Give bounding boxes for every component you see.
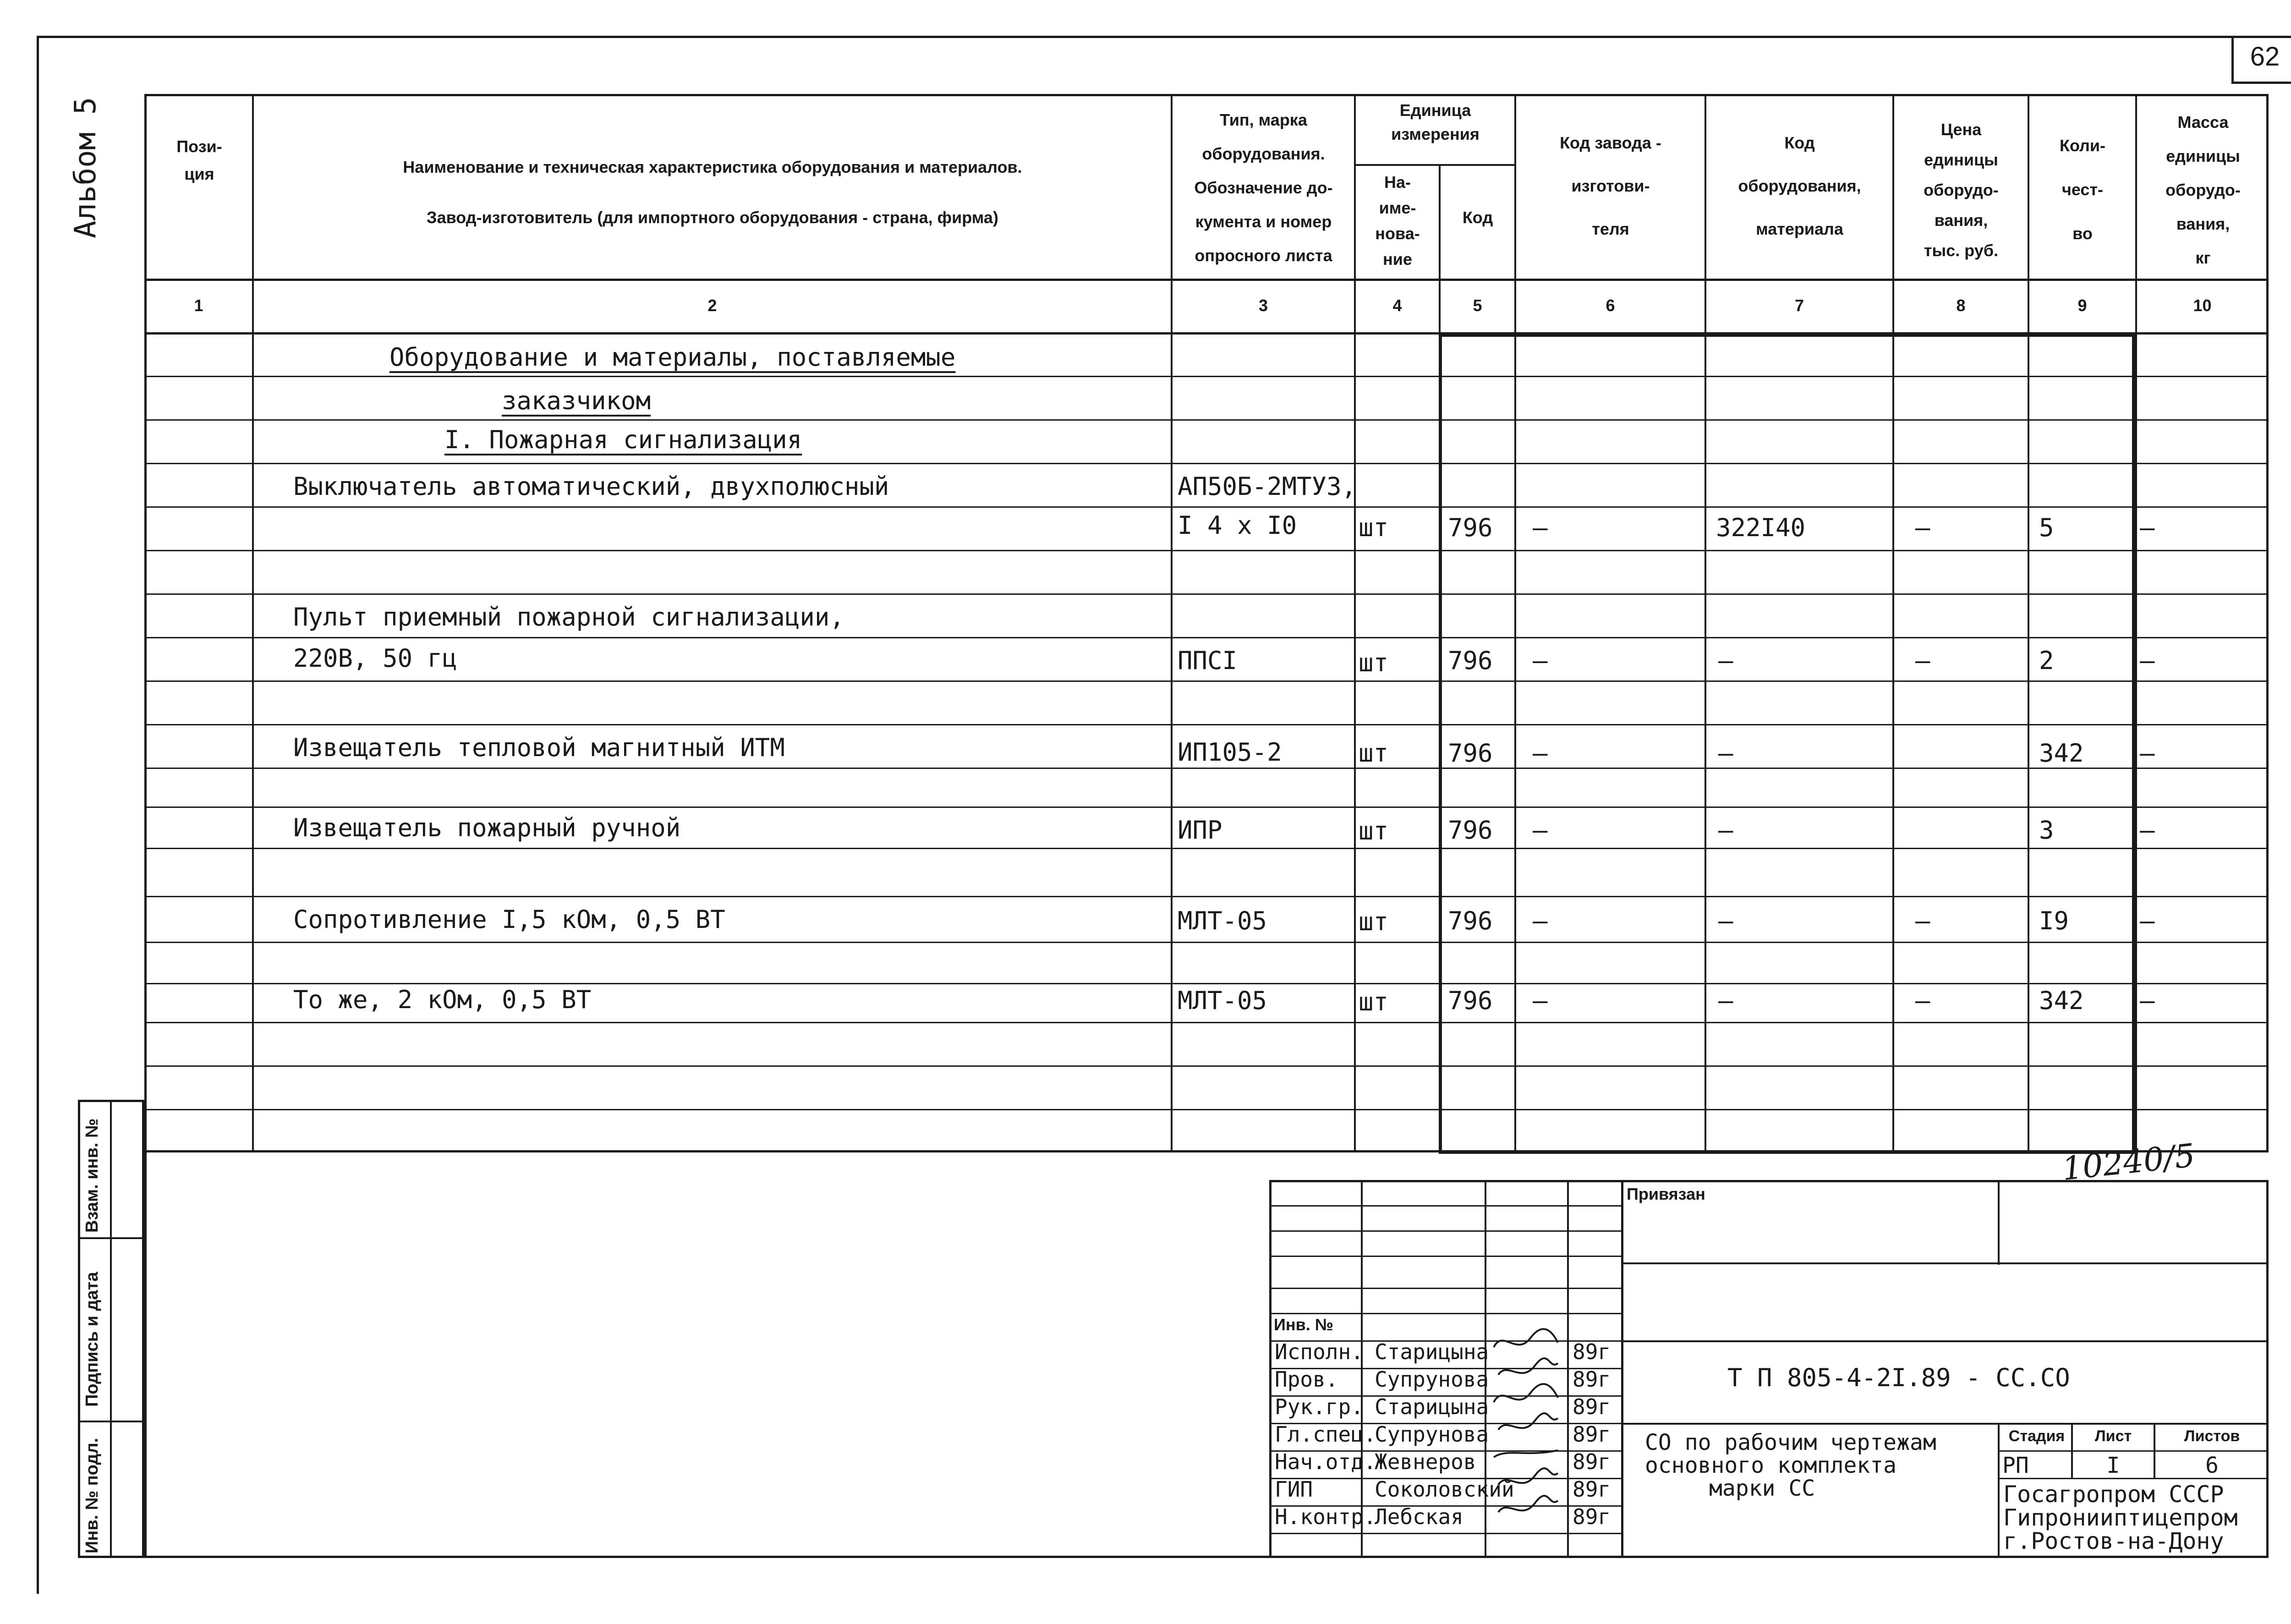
item5-mass: – bbox=[2140, 906, 2155, 935]
hdr-c6-a: Код завода - bbox=[1560, 133, 1661, 152]
section-title-line2: заказчиком bbox=[502, 386, 651, 415]
item3-equip-code: – bbox=[1718, 739, 1733, 768]
row-line bbox=[144, 807, 2269, 808]
item1-type2: I 4 x I0 bbox=[1178, 511, 1297, 540]
row-line bbox=[144, 1022, 2269, 1023]
row-line bbox=[144, 1109, 2269, 1110]
frame-left bbox=[37, 36, 39, 1594]
item2-name: Пульт приемный пожарной сигнализации, bbox=[293, 603, 844, 631]
item6-code: 796 bbox=[1448, 986, 1493, 1015]
row-line bbox=[144, 848, 2269, 849]
tb-hline bbox=[1269, 1313, 1622, 1314]
tb-year-6: 89г bbox=[1573, 1477, 1611, 1502]
item2-price: – bbox=[1915, 646, 1930, 675]
col-num-2: 2 bbox=[707, 296, 717, 315]
tb-vline bbox=[1998, 1180, 2000, 1265]
row-line bbox=[144, 463, 2269, 464]
hdr-c6-b: изготови- bbox=[1571, 176, 1650, 195]
hdr-c4-b: име- bbox=[1379, 198, 1416, 217]
hdr-c1-b: ция bbox=[184, 165, 214, 183]
item6-type: МЛТ-05 bbox=[1178, 986, 1267, 1015]
item2-equip-code: – bbox=[1718, 646, 1733, 675]
tb-privyazan: Привязан bbox=[1627, 1185, 1705, 1203]
item2-qty: 2 bbox=[2039, 646, 2054, 675]
col-num-10: 10 bbox=[2193, 296, 2212, 315]
hdr-c3-d: кумента и номер bbox=[1195, 212, 1332, 231]
row-line bbox=[144, 376, 2269, 377]
hdr-c9-c: во bbox=[2072, 224, 2093, 243]
tb-hline bbox=[1621, 1340, 2269, 1342]
item5-equip-code: – bbox=[1718, 906, 1733, 935]
item2-type: ППСI bbox=[1178, 646, 1238, 675]
item1-code: 796 bbox=[1448, 513, 1493, 542]
item6-qty: 342 bbox=[2039, 986, 2084, 1015]
tb-sheets-label: Листов bbox=[2184, 1427, 2240, 1445]
stamp-inv-podl: Инв. № подл. bbox=[82, 1437, 102, 1553]
item3-name: Извещатель тепловой магнитный ИТМ bbox=[293, 733, 785, 762]
row-line bbox=[144, 896, 2269, 897]
item6-name: То же, 2 кОм, 0,5 ВТ bbox=[293, 985, 592, 1014]
tb-role-3: Рук.гр. bbox=[1275, 1394, 1364, 1419]
row-line bbox=[144, 593, 2269, 595]
stamp-podpis-data: Подпись и дата bbox=[82, 1272, 102, 1407]
tb-year-3: 89г bbox=[1573, 1394, 1611, 1419]
tb-name-4: Супрунова bbox=[1375, 1422, 1489, 1447]
hdr-c5: Код bbox=[1462, 208, 1493, 227]
signatures-graphic bbox=[1489, 1320, 1567, 1540]
row-line bbox=[144, 506, 2269, 508]
hdr-c2-b: Завод-изготовитель (для импортного оборудования - страна, фирма) bbox=[427, 208, 998, 227]
item4-type: ИПР bbox=[1178, 816, 1222, 845]
item1-qty: 5 bbox=[2039, 513, 2054, 542]
tb-name-1: Старицына bbox=[1375, 1339, 1489, 1364]
tb-name-7: Лебская bbox=[1375, 1504, 1463, 1529]
hdr-c8-b: единицы bbox=[1924, 150, 1998, 169]
hdr-c10-b: единицы bbox=[2166, 147, 2240, 165]
hdr-c3-e: опросного листа bbox=[1195, 246, 1332, 265]
tb-role-7: Н.контр. bbox=[1275, 1504, 1376, 1529]
tb-hline bbox=[1621, 1262, 2269, 1264]
hdr-c8-e: тыс. руб. bbox=[1924, 241, 1999, 260]
row-line bbox=[144, 983, 2269, 984]
tb-hline bbox=[1621, 1423, 2269, 1425]
hdr-c2-a: Наименование и техническая характеристика оборудования и материалов. bbox=[403, 158, 1022, 176]
item3-type: ИП105-2 bbox=[1178, 738, 1282, 767]
item1-name: Выключатель автоматический, двухполюсный bbox=[293, 472, 889, 501]
tb-stage: РП bbox=[2002, 1453, 2029, 1478]
item5-code: 796 bbox=[1448, 906, 1493, 935]
item2-name-line2: 220В, 50 гц bbox=[293, 644, 457, 673]
tb-hline bbox=[1269, 1288, 1622, 1289]
side-stamp-line bbox=[78, 1237, 144, 1239]
section-subtitle: I. Пожарная сигнализация bbox=[444, 425, 802, 454]
item3-unit: шт bbox=[1359, 739, 1389, 768]
col-num-1: 1 bbox=[194, 296, 203, 315]
hdr-c1-a: Пози- bbox=[176, 137, 222, 156]
tb-role-2: Пров. bbox=[1275, 1367, 1338, 1392]
hdr-c4-c: нова- bbox=[1375, 224, 1420, 243]
tb-role-6: ГИП bbox=[1275, 1477, 1313, 1502]
hdr-c9-a: Коли- bbox=[2059, 136, 2106, 155]
item2-factory: – bbox=[1533, 646, 1548, 675]
frame-lower-left bbox=[144, 1152, 147, 1558]
hdr-c10-d: вания, bbox=[2176, 214, 2230, 233]
item4-qty: 3 bbox=[2039, 816, 2054, 845]
item1-mass: – bbox=[2140, 513, 2155, 542]
col-num-4: 4 bbox=[1392, 296, 1402, 315]
tb-role-4: Гл.спец. bbox=[1275, 1422, 1376, 1447]
item5-factory: – bbox=[1533, 906, 1548, 935]
col-line-1 bbox=[252, 94, 254, 1152]
item4-equip-code: – bbox=[1718, 816, 1733, 845]
tb-inv-no: Инв. № bbox=[1274, 1315, 1333, 1334]
hdr-c4-a: На- bbox=[1384, 173, 1411, 192]
page-number-box bbox=[2231, 36, 2291, 84]
row-line bbox=[144, 419, 2269, 421]
tb-hline bbox=[1998, 1450, 2269, 1452]
hdr-c7-a: Код bbox=[1784, 133, 1815, 152]
item6-unit: шт bbox=[1359, 988, 1389, 1016]
tb-doc-title-3: марки СС bbox=[1709, 1476, 1815, 1501]
tb-vline bbox=[1998, 1423, 2000, 1558]
item5-unit: шт bbox=[1359, 907, 1389, 936]
row-line bbox=[144, 768, 2269, 769]
hdr-unit-a: Единица bbox=[1399, 101, 1471, 120]
row-line bbox=[144, 724, 2269, 725]
hdr-c7-b: оборудования, bbox=[1738, 176, 1861, 195]
hdr-c10-a: Масса bbox=[2177, 113, 2229, 132]
hdr-c3-c: Обозначение до- bbox=[1194, 178, 1333, 197]
tb-role-1: Исполн. bbox=[1275, 1339, 1364, 1364]
item4-name: Извещатель пожарный ручной bbox=[293, 813, 681, 842]
item3-factory: – bbox=[1533, 739, 1548, 768]
tb-hline bbox=[1269, 1205, 1622, 1207]
col-num-3: 3 bbox=[1258, 296, 1268, 315]
row-line bbox=[144, 680, 2269, 682]
tb-sheet-label: Лист bbox=[2094, 1427, 2132, 1445]
tb-designation: Т П 805-4-2I.89 - СС.СО bbox=[1727, 1363, 2070, 1392]
item6-mass: – bbox=[2140, 986, 2155, 1015]
tb-sheets: 6 bbox=[2205, 1453, 2219, 1478]
tb-org-2: Гипронииптицепром bbox=[2003, 1504, 2238, 1531]
frame-top bbox=[37, 36, 2291, 38]
item1-factory: – bbox=[1533, 513, 1548, 542]
col-num-6: 6 bbox=[1606, 296, 1615, 315]
tb-year-4: 89г bbox=[1573, 1422, 1611, 1447]
tb-year-5: 89г bbox=[1573, 1449, 1611, 1474]
tb-sheet: I bbox=[2106, 1453, 2120, 1478]
item1-price: – bbox=[1915, 513, 1930, 542]
row-line bbox=[144, 1065, 2269, 1067]
hdr-c8-d: вания, bbox=[1934, 211, 1988, 230]
item6-factory: – bbox=[1533, 986, 1548, 1015]
col-num-9: 9 bbox=[2077, 296, 2087, 315]
item4-factory: – bbox=[1533, 816, 1548, 845]
row-line bbox=[144, 637, 2269, 638]
tb-hline bbox=[1269, 1230, 1622, 1232]
hdr-c10-e: кг bbox=[2195, 248, 2211, 267]
tb-name-2: Супрунова bbox=[1375, 1367, 1489, 1392]
item2-unit: шт bbox=[1359, 648, 1389, 677]
tb-hline bbox=[1269, 1256, 1622, 1257]
tb-stage-label: Стадия bbox=[2008, 1427, 2065, 1445]
item5-price: – bbox=[1915, 906, 1930, 935]
hdr-unit-b: измерения bbox=[1391, 125, 1480, 143]
tb-org-3: г.Ростов-на-Дону bbox=[2003, 1528, 2224, 1554]
tb-org-1: Госагропром СССР bbox=[2003, 1481, 2224, 1508]
tb-role-5: Нач.отд. bbox=[1275, 1449, 1376, 1474]
hdr-c6-c: теля bbox=[1592, 219, 1629, 238]
item6-equip-code: – bbox=[1718, 986, 1733, 1015]
hdr-c10-c: оборудо- bbox=[2165, 181, 2241, 199]
side-stamp-divider bbox=[110, 1100, 112, 1558]
tb-year-1: 89г bbox=[1573, 1339, 1611, 1364]
col-num-8: 8 bbox=[1956, 296, 1966, 315]
hdr-c4-d: ние bbox=[1383, 250, 1412, 269]
item1-type1: АП50Б-2МТУЗ, bbox=[1178, 472, 1357, 501]
row-line bbox=[144, 942, 2269, 943]
section-title-line1: Оборудование и материалы, поставляемые bbox=[389, 343, 956, 372]
item4-mass: – bbox=[2140, 816, 2155, 845]
item4-code: 796 bbox=[1448, 816, 1493, 845]
item2-code: 796 bbox=[1448, 646, 1493, 675]
tb-year-7: 89г bbox=[1573, 1504, 1611, 1529]
item4-unit: шт bbox=[1359, 817, 1389, 845]
item6-price: – bbox=[1915, 986, 1930, 1015]
item1-unit: шт bbox=[1359, 513, 1389, 542]
hdr-c3-b: оборудования. bbox=[1202, 144, 1325, 163]
tb-hline bbox=[1269, 1533, 1622, 1534]
page-number: 62 bbox=[2250, 42, 2280, 71]
item2-mass: – bbox=[2140, 646, 2155, 675]
row-line bbox=[144, 550, 2269, 551]
album-label: Альбом 5 bbox=[69, 97, 103, 238]
stamp-vzam-inv: Взам. инв. № bbox=[82, 1118, 102, 1233]
handwritten-number: 10240/5 bbox=[2060, 1136, 2197, 1188]
tb-name-5: Жевнеров bbox=[1375, 1449, 1476, 1474]
col-num-7: 7 bbox=[1794, 296, 1804, 315]
hdr-c8-c: оборудо- bbox=[1924, 181, 1999, 199]
item3-code: 796 bbox=[1448, 739, 1493, 768]
hdr-c8-a: Цена bbox=[1940, 120, 1982, 139]
item3-qty: 342 bbox=[2039, 739, 2084, 768]
hdr-c3-a: Тип, марка bbox=[1220, 110, 1307, 129]
unit-group-line bbox=[1354, 164, 1516, 166]
col-line-3 bbox=[1354, 94, 1356, 1152]
tb-name-3: Старицына bbox=[1375, 1394, 1489, 1419]
item1-equip-code: 322I40 bbox=[1716, 513, 1806, 542]
side-stamp-line bbox=[78, 1421, 144, 1422]
item5-qty: I9 bbox=[2039, 906, 2069, 935]
tb-name-6: Соколовский bbox=[1375, 1477, 1514, 1502]
hdr-c9-b: чест- bbox=[2061, 180, 2104, 199]
hdr-c7-c: материала bbox=[1756, 219, 1843, 238]
col-line-2 bbox=[1171, 94, 1173, 1152]
tb-doc-title-2: основного комплекта bbox=[1645, 1453, 1897, 1478]
col-line-9 bbox=[2135, 94, 2137, 1152]
col-num-5: 5 bbox=[1473, 296, 1482, 315]
item5-type: МЛТ-05 bbox=[1178, 906, 1267, 935]
tb-doc-title-1: СО по рабочим чертежам bbox=[1645, 1430, 1936, 1455]
header-bottom-line bbox=[144, 279, 2269, 281]
item5-name: Сопротивление I,5 кОм, 0,5 ВТ bbox=[293, 905, 725, 934]
item3-mass: – bbox=[2140, 739, 2155, 768]
tb-year-2: 89г bbox=[1573, 1367, 1611, 1392]
